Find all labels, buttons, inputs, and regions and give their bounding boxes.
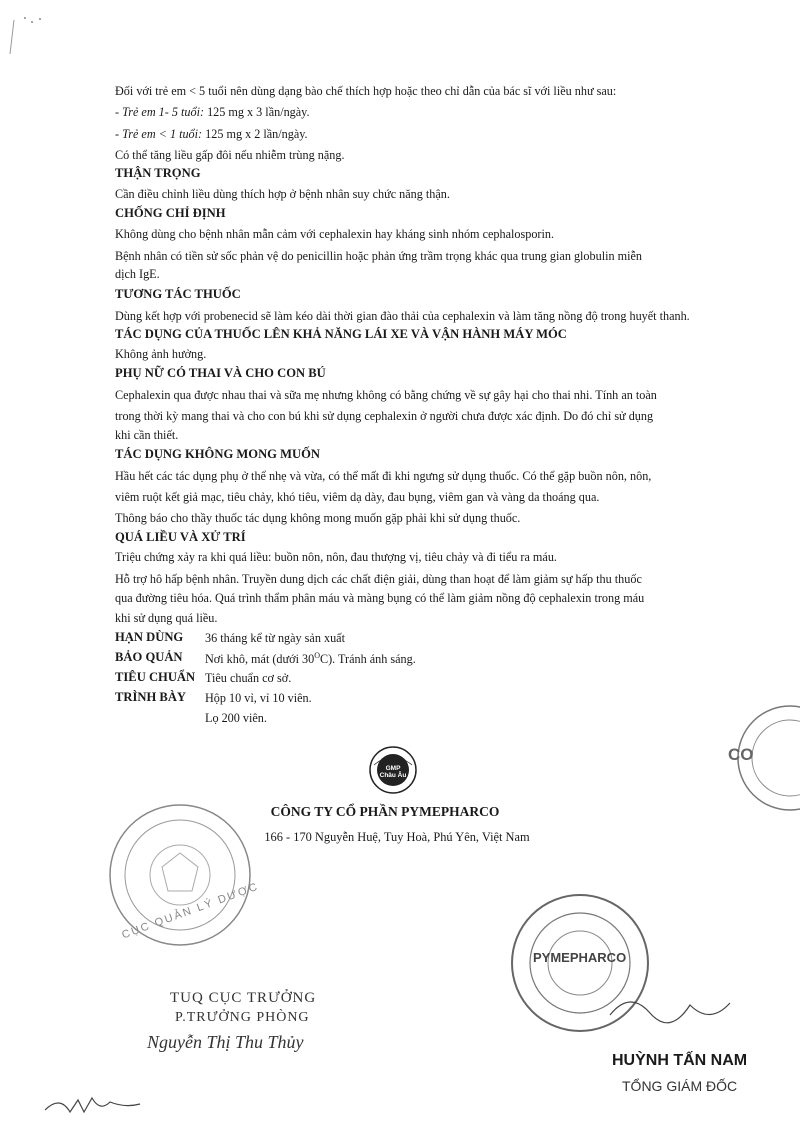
overdose-text-1: Triệu chứng xảy ra khi quá liều: buồn nôn, nôn, đau thượng vị, tiêu chảy và đi tiểu ra máu. (115, 550, 557, 564)
shelf-life-value: 36 tháng kể từ ngày sản xuất (205, 631, 345, 645)
gmp-logo (368, 745, 418, 795)
director-name: HUỲNH TẤN NAM (612, 1052, 748, 1069)
left-signer-title-2: P.TRƯỞNG PHÒNG (175, 1010, 310, 1025)
heading-pregnancy: PHỤ NỮ CÓ THAI VÀ CHO CON BÚ (115, 366, 326, 380)
edge-stamp-text: CO (728, 745, 754, 764)
standard-label: TIÊU CHUẨN (115, 670, 196, 684)
company-signature (600, 985, 740, 1035)
heading-driving: TÁC DỤNG CỦA THUỐC LÊN KHẢ NĂNG LÁI XE VÀ VẬN HÀNH MÁY MÓC (115, 327, 567, 341)
director-title: TỔNG GIÁM ĐỐC (622, 1078, 738, 1094)
driving-text: Không ảnh hưởng. (115, 347, 207, 361)
heading-overdose: QUÁ LIỀU VÀ XỬ TRÍ (115, 530, 246, 544)
gmp-logo-text: GMP Châu Âu (379, 765, 407, 779)
side-effects-text-2: viêm ruột kết giả mạc, tiêu chảy, khó tiêu, viêm dạ dày, đau bụng, viêm gan và vàng da thoáng qua. (115, 490, 600, 504)
heading-precautions: THẬN TRỌNG (115, 166, 201, 180)
contraindications-text-1: Không dùng cho bệnh nhân mẫn cảm với cephalexin hay kháng sinh nhóm cephalosporin. (115, 227, 554, 241)
scan-mark-top-left (0, 0, 60, 60)
side-effects-text-1: Hầu hết các tác dụng phụ ở thể nhẹ và vừa, có thể mất đi khi ngưng sử dụng thuốc. Có thể gặp buồn nôn, nôn, (115, 469, 652, 483)
heading-interactions: TƯƠNG TÁC THUỐC (115, 287, 241, 301)
interactions-text: Dùng kết hợp với probenecid sẽ làm kéo dài thời gian đào thải của cephalexin và làm tăng nồng độ trong huyết thanh. (115, 309, 690, 323)
heading-side-effects: TÁC DỤNG KHÔNG MONG MUỐN (115, 447, 320, 461)
left-signer-name: Nguyễn Thị Thu Thủy (147, 1032, 304, 1052)
presentation-value-1: Hộp 10 vỉ, vỉ 10 viên. (205, 691, 312, 705)
left-signer-title-1: TUQ CỤC TRƯỞNG (170, 990, 317, 1006)
company-name: CÔNG TY CỔ PHẦN PYMEPHARCO (270, 804, 500, 819)
presentation-label: TRÌNH BÀY (115, 690, 187, 704)
pregnancy-text-1: Cephalexin qua được nhau thai và sữa mẹ nhưng không có bằng chứng về sự gây hại cho thai nhi. Tính an toàn (115, 388, 657, 402)
heading-contraindications: CHỐNG CHỈ ĐỊNH (115, 206, 226, 220)
side-effects-text-3: Thông báo cho thầy thuốc tác dụng không mong muốn gặp phải khi sử dụng thuốc. (115, 511, 521, 525)
shelf-life-label: HẠN DÙNG (115, 630, 184, 644)
presentation-value-2: Lọ 200 viên. (205, 711, 267, 725)
dosage-intro: Đối với trẻ em < 5 tuổi nên dùng dạng bào chế thích hợp hoặc theo chỉ dẫn của bác sĩ với liều như sau: (115, 84, 617, 98)
bottom-scribble (40, 1090, 150, 1120)
overdose-text-3: qua đường tiêu hóa. Quá trình thẩm phân máu và màng bụng có thể làm giảm nồng độ cephalexin trong máu (115, 591, 645, 605)
precautions-text: Cần điều chỉnh liều dùng thích hợp ở bệnh nhân suy chức năng thận. (115, 187, 450, 201)
standard-value: Tiêu chuẩn cơ sở. (205, 671, 292, 685)
pregnancy-text-3: khi cần thiết. (115, 428, 179, 442)
dosage-child-under-1: - Trẻ em < 1 tuổi: 125 mg x 2 lần/ngày. (115, 127, 308, 141)
overdose-text-2: Hỗ trợ hô hấp bệnh nhân. Truyền dung dịch các chất điện giải, dùng than hoạt để làm giảm sự hấp thu thuốc (115, 572, 642, 586)
pregnancy-text-2: trong thời kỳ mang thai và cho con bú khi sử dụng cephalexin ở người chưa được xác định. Do đó chỉ sử dụng (115, 409, 654, 423)
storage-value: Nơi khô, mát (dưới $30^OC$). Tránh ánh sáng. (205, 651, 416, 667)
contraindications-text-2a: Bệnh nhân có tiền sử sốc phản vệ do penicillin hoặc phản ứng trầm trọng khác qua trung gian globulin miễn (115, 249, 642, 263)
dosage-child-1-5: - Trẻ em 1- 5 tuổi: 125 mg x 3 lần/ngày. (115, 105, 310, 119)
overdose-text-4: khi sử dụng quá liều. (115, 611, 218, 625)
company-stamp-text: PYMEPHARCO (533, 950, 627, 965)
contraindications-text-2b: dịch IgE. (115, 267, 160, 281)
dosage-note: Có thể tăng liều gấp đôi nếu nhiễm trùng nặng. (115, 148, 345, 162)
ministry-stamp-text: CỤC QUẢN LÝ DƯỢC (120, 880, 261, 942)
storage-label: BẢO QUẢN (115, 650, 183, 664)
company-address: 166 - 170 Nguyễn Huệ, Tuy Hoà, Phú Yên, Việt Nam (264, 830, 530, 844)
